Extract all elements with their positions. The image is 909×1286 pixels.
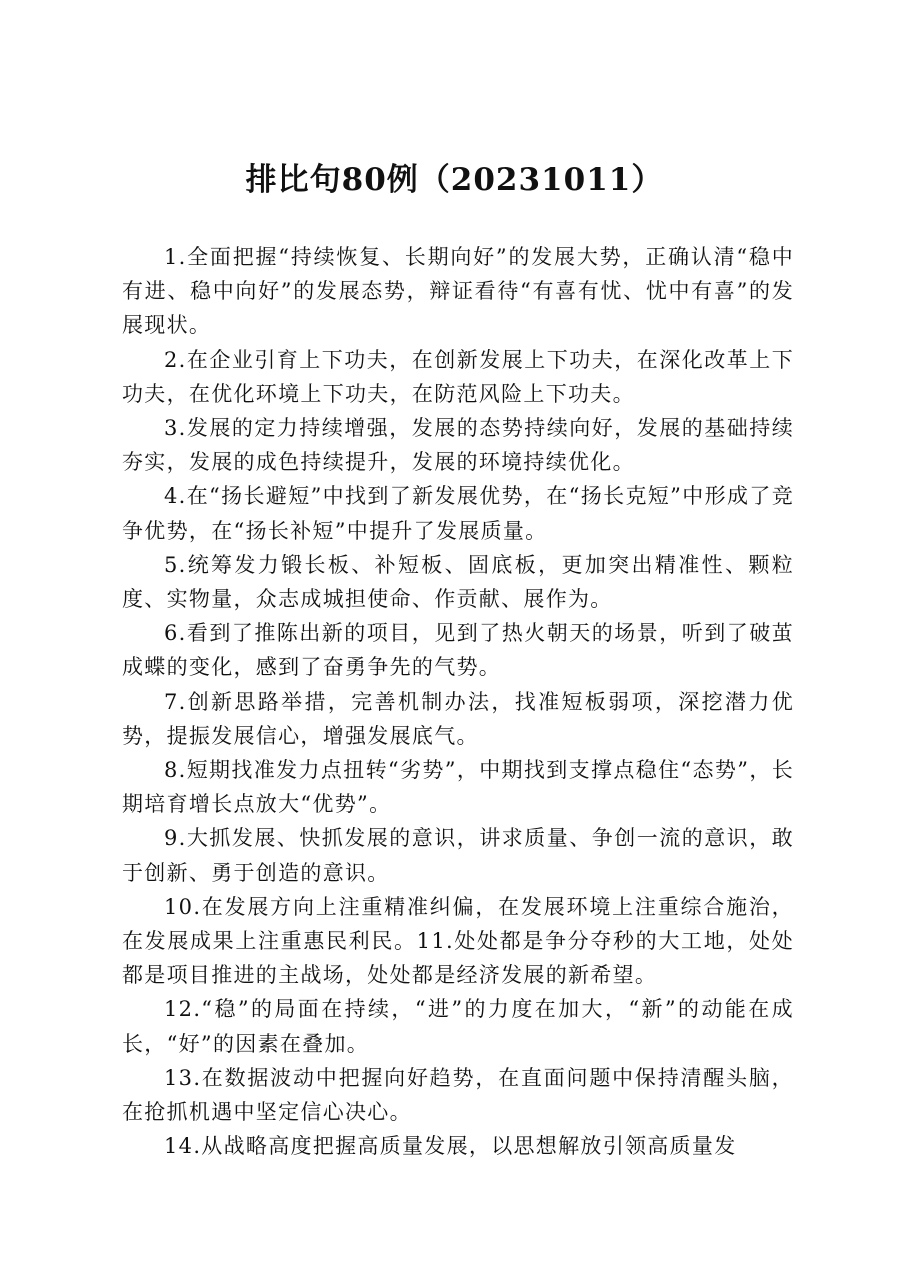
paragraph-14: 14.从战略高度把握高质量发展，以思想解放引领高质量发	[164, 1134, 737, 1159]
paragraph-3: 3.发展的定力持续增强，发展的态势持续向好，发展的基础持续夯实，发展的成色持续提升，发展的环境持续优化。	[122, 416, 794, 475]
document-title: 排比句80例（20231011）	[245, 162, 664, 198]
paragraph-4: 4.在“扬长避短”中找到了新发展优势，在“扬长克短”中形成了竞争优势，在“扬长补短”中提升了发展质量。	[122, 484, 794, 543]
paragraph-12: 12.“稳”的局面在持续，“进”的力度在加大，“新”的动能在成长，“好”的因素在叠加。	[122, 997, 794, 1056]
paragraph-1: 1.全面把握“持续恢复、长期向好”的发展大势，正确认清“稳中有进、稳中向好”的发展态势，辩证看待“有喜有忧、忧中有喜”的发展现状。	[122, 245, 794, 338]
paragraph-8: 8.短期找准发力点扭转“劣势”，中期找到支撑点稳住“态势”，长期培育增长点放大“优势”。	[122, 758, 794, 817]
paragraph-13: 13.在数据波动中把握向好趋势，在直面问题中保持清醒头脑，在抢抓机遇中坚定信心决心。	[122, 1065, 794, 1125]
paragraph-6: 6.看到了推陈出新的项目，见到了热火朝天的场景，听到了破茧成蝶的变化，感到了奋勇争先的气势。	[122, 621, 794, 680]
document-body	[122, 240, 794, 1163]
paragraph-10-11: 10.在发展方向上注重精准纠偏，在发展环境上注重综合施治，在发展成果上注重惠民利民。11.处处都是争分夺秒的大工地，处处都是项目推进的主战场，处处都是经济发展的新希望。	[122, 894, 794, 988]
paragraph-5: 5.统筹发力锻长板、补短板、固底板，更加突出精准性、颗粒度、实物量，众志成城担使命、作贡献、展作为。	[122, 552, 794, 612]
paragraph-2: 2.在企业引育上下功夫，在创新发展上下功夫，在深化改革上下功夫，在优化环境上下功夫，在防范风险上下功夫。	[122, 347, 794, 406]
paragraph-7: 7.创新思路举措，完善机制办法，找准短板弱项，深挖潜力优势，提振发展信心，增强发展底气。	[122, 689, 794, 748]
paragraph-9: 9.大抓发展、快抓发展的意识，讲求质量、争创一流的意识，敢于创新、勇于创造的意识。	[122, 826, 794, 885]
